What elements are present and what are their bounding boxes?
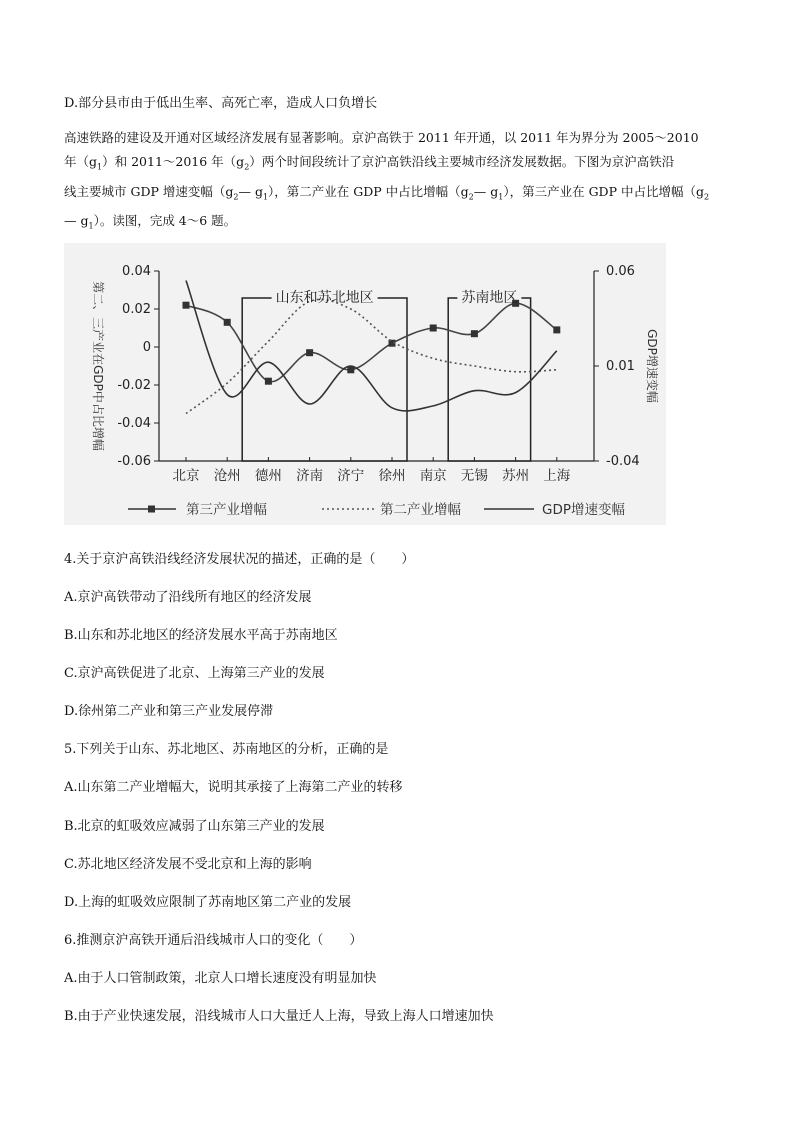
tertiary-point (471, 330, 478, 337)
option-6-a: A.由于人口管制政策，北京人口增长速度没有明显加快 (64, 971, 377, 986)
right-axis-title: GDP增速变幅 (645, 329, 659, 403)
tertiary-point (553, 326, 560, 333)
x-tick-label: 德州 (254, 468, 282, 484)
legend-marker (148, 506, 155, 513)
option-3-d: D.部分县市由于低出生率、高死亡率，造成人口负增长 (64, 96, 378, 111)
left-tick-label: 0.02 (122, 302, 151, 317)
right-tick-label: -0.04 (606, 454, 640, 469)
intro-paragraph (64, 126, 734, 239)
tertiary-point (306, 349, 313, 356)
x-tick-label: 济宁 (337, 468, 365, 484)
right-tick-label: 0.01 (606, 359, 635, 374)
x-tick-label: 苏州 (502, 468, 530, 484)
x-tick-label: 徐州 (378, 468, 406, 484)
x-tick-label: 无锡 (460, 468, 488, 484)
x-tick-label: 济南 (296, 468, 324, 484)
legend-label: GDP增速变幅 (542, 502, 625, 518)
option-4-b: B.山东和苏北地区的经济发展水平高于苏南地区 (64, 628, 338, 643)
option-5-b: B.北京的虹吸效应减弱了山东第三产业的发展 (64, 819, 325, 834)
option-4-a: A.京沪高铁带动了沿线所有地区的经济发展 (64, 590, 312, 605)
x-tick-label: 南京 (419, 468, 447, 484)
left-axis-title: 第二、三产业在GDP中占比增幅 (91, 281, 105, 451)
option-4-d: D.徐州第二产业和第三产业发展停滞 (64, 704, 274, 719)
question-5: 5.下列关于山东、苏北地区、苏南地区的分析，正确的是 (64, 742, 389, 757)
region-label: 山东和苏北地区 (275, 290, 374, 306)
x-tick-label: 沧州 (213, 468, 241, 484)
option-5-d: D.上海的虹吸效应限制了苏南地区第二产业的发展 (64, 895, 352, 910)
right-tick-label: 0.06 (606, 264, 635, 279)
tertiary-point (183, 302, 190, 309)
chart-figure (64, 243, 666, 525)
question-4: 4.关于京沪高铁沿线经济发展状况的描述，正确的是（ ） (64, 552, 415, 567)
left-tick-label: 0 (142, 340, 151, 355)
intro-line-3: 线主要城市 GDP 增速变幅（$g_2—$ $g_1$），第二产业在 GDP 中占比增幅（$g_2—$ $g_1$），第三产业在 GDP 中占比增幅（$g_2$ (64, 183, 710, 201)
left-tick-label: -0.02 (117, 378, 151, 393)
x-tick-label: 北京 (172, 468, 200, 484)
option-5-c: C.苏北地区经济发展不受北京和上海的影响 (64, 857, 312, 872)
tertiary-point (430, 325, 437, 332)
legend-label: 第三产业增幅 (186, 502, 267, 518)
option-4-c: C.京沪高铁促进了北京、上海第三产业的发展 (64, 666, 325, 681)
intro-line-4: — $g_1$）。读图，完成 4～6 题。 (64, 213, 237, 231)
intro-line-1: 高速铁路的建设及开通对区域经济发展有显著影响。京沪高铁于 2011 年开通，以 2011 年为界分为 2005～2010 (64, 130, 699, 145)
tertiary-point (347, 366, 354, 373)
left-tick-label: 0.04 (122, 264, 151, 279)
tertiary-point (224, 319, 231, 326)
x-tick-label: 上海 (543, 468, 571, 484)
tertiary-point (265, 378, 272, 385)
region-label: 苏南地区 (461, 290, 518, 306)
option-5-a: A.山东第二产业增幅大，说明其承接了上海第二产业的转移 (64, 780, 403, 795)
intro-line-2: 年$(g_1)$和 2011～2016 年$(g_2)$两个时间段统计了京沪高铁沿线主要城市经济发展数据。下图为京沪高铁沿 (64, 154, 675, 172)
line-chart (64, 243, 666, 525)
left-tick-label: -0.06 (117, 454, 151, 469)
left-tick-label: -0.04 (117, 416, 151, 431)
legend-label: 第二产业增幅 (380, 502, 461, 518)
option-6-b: B.由于产业快速发展，沿线城市人口大量迁人上海，导致上海人口增速加快 (64, 1009, 494, 1024)
question-6: 6.推测京沪高铁开通后沿线城市人口的变化（ ） (64, 933, 363, 948)
